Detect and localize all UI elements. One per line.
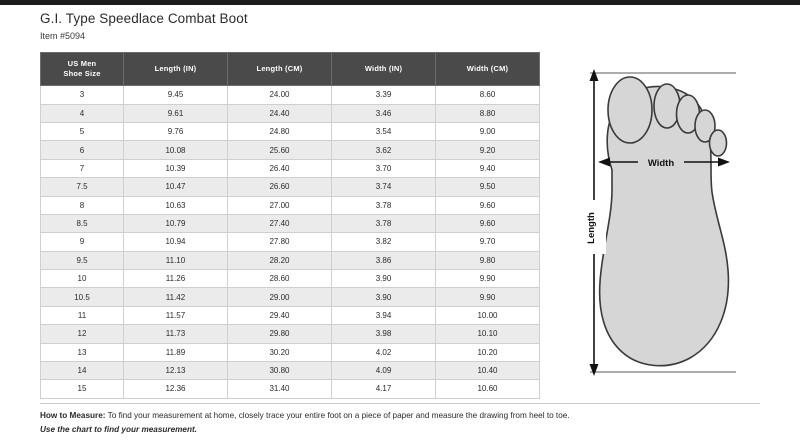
table-row [41,380,540,398]
column-header-shoe-size-line2: Shoe Size [63,69,101,79]
cell-width-cm: 9.90 [436,270,540,288]
cell-length-in: 10.79 [124,214,228,232]
cell-shoe-size: 5 [41,123,124,141]
cell-width-in: 3.39 [332,86,436,104]
size-table-body [41,86,540,398]
column-header-length-in: Length (IN) [124,53,228,86]
cell-length-cm: 28.20 [228,251,332,269]
cell-length-cm: 24.00 [228,86,332,104]
size-table-container [40,52,540,399]
cell-length-cm: 24.40 [228,104,332,122]
top-accent-bar [0,0,800,5]
cell-length-cm: 29.00 [228,288,332,306]
document-header [40,11,248,41]
table-row [41,159,540,177]
cell-length-in: 10.94 [124,233,228,251]
cell-shoe-size: 3 [41,86,124,104]
cell-shoe-size: 8.5 [41,214,124,232]
how-to-measure-text: To find your measurement at home, closely trace your entire foot on a piece of paper and measure the drawing from heel to toe. [105,411,570,420]
footer-divider [40,403,760,404]
cell-length-in: 11.89 [124,343,228,361]
size-table-head [41,53,540,86]
cell-length-cm: 27.80 [228,233,332,251]
cell-length-cm: 30.80 [228,361,332,379]
cell-length-in: 9.61 [124,104,228,122]
cell-shoe-size: 15 [41,380,124,398]
cell-length-cm: 24.80 [228,123,332,141]
table-row [41,251,540,269]
cell-length-cm: 29.40 [228,306,332,324]
table-row [41,214,540,232]
table-row [41,86,540,104]
cell-shoe-size: 13 [41,343,124,361]
cell-shoe-size: 8 [41,196,124,214]
cell-shoe-size: 7 [41,159,124,177]
column-header-shoe-size [41,53,124,86]
table-row [41,104,540,122]
table-row [41,325,540,343]
length-dimension-arrow [582,69,606,376]
page-title: G.I. Type Speedlace Combat Boot [40,11,248,26]
width-label: Width [647,158,675,169]
cell-width-cm: 10.60 [436,380,540,398]
column-header-shoe-size-line1: US Men [67,59,97,68]
column-header-width-cm: Width (CM) [436,53,540,86]
table-row [41,233,540,251]
cell-length-in: 9.45 [124,86,228,104]
table-row [41,178,540,196]
cell-width-in: 3.78 [332,214,436,232]
cell-width-cm: 9.60 [436,214,540,232]
cell-width-in: 4.17 [332,380,436,398]
table-row [41,306,540,324]
how-to-measure-lead: How to Measure: [40,411,106,420]
cell-shoe-size: 9 [41,233,124,251]
cell-length-cm: 25.60 [228,141,332,159]
cell-width-cm: 9.40 [436,159,540,177]
cell-length-cm: 29.80 [228,325,332,343]
cell-length-cm: 30.20 [228,343,332,361]
cell-shoe-size: 7.5 [41,178,124,196]
cell-length-in: 10.39 [124,159,228,177]
cell-width-in: 3.94 [332,306,436,324]
cell-length-in: 11.10 [124,251,228,269]
cell-width-in: 3.74 [332,178,436,196]
cell-width-cm: 9.80 [436,251,540,269]
cell-length-in: 11.57 [124,306,228,324]
cell-length-in: 10.47 [124,178,228,196]
cell-width-cm: 9.90 [436,288,540,306]
cell-length-in: 10.63 [124,196,228,214]
cell-width-cm: 8.60 [436,86,540,104]
table-row [41,361,540,379]
how-to-measure-note [40,410,760,436]
cell-width-cm: 8.80 [436,104,540,122]
cell-length-cm: 31.40 [228,380,332,398]
cell-length-cm: 27.00 [228,196,332,214]
cell-length-in: 9.76 [124,123,228,141]
cell-width-in: 4.09 [332,361,436,379]
cell-length-cm: 28.60 [228,270,332,288]
cell-width-cm: 10.00 [436,306,540,324]
cell-shoe-size: 6 [41,141,124,159]
cell-width-cm: 10.10 [436,325,540,343]
cell-length-in: 10.08 [124,141,228,159]
cell-length-cm: 26.60 [228,178,332,196]
table-row [41,270,540,288]
cell-width-in: 3.82 [332,233,436,251]
table-row [41,288,540,306]
table-row [41,123,540,141]
cell-length-cm: 26.40 [228,159,332,177]
cell-width-in: 3.90 [332,288,436,306]
cell-length-cm: 27.40 [228,214,332,232]
table-row [41,343,540,361]
cell-length-in: 11.42 [124,288,228,306]
cell-length-in: 11.73 [124,325,228,343]
cell-width-cm: 9.70 [436,233,540,251]
cell-width-in: 3.46 [332,104,436,122]
cell-width-cm: 9.60 [436,196,540,214]
table-row [41,196,540,214]
table-header-row [41,53,540,86]
length-label: Length [586,212,597,244]
cell-shoe-size: 9.5 [41,251,124,269]
cell-width-in: 3.90 [332,270,436,288]
cell-width-in: 4.02 [332,343,436,361]
cell-shoe-size: 12 [41,325,124,343]
cell-shoe-size: 4 [41,104,124,122]
cell-shoe-size: 14 [41,361,124,379]
cell-width-cm: 9.20 [436,141,540,159]
table-row [41,141,540,159]
cell-length-in: 12.36 [124,380,228,398]
cell-length-in: 11.26 [124,270,228,288]
cell-width-cm: 10.40 [436,361,540,379]
cell-shoe-size: 10.5 [41,288,124,306]
cell-width-in: 3.54 [332,123,436,141]
column-header-length-cm: Length (CM) [228,53,332,86]
cell-width-cm: 9.50 [436,178,540,196]
cell-width-in: 3.78 [332,196,436,214]
foot-outline-icon [600,77,729,366]
cell-shoe-size: 11 [41,306,124,324]
item-number: Item #5094 [40,31,86,41]
cell-width-cm: 9.00 [436,123,540,141]
foot-measurement-diagram [560,50,770,395]
cell-width-in: 3.70 [332,159,436,177]
cell-width-in: 3.86 [332,251,436,269]
column-header-width-in: Width (IN) [332,53,436,86]
how-to-measure-subnote: Use the chart to find your measurement. [40,424,197,434]
cell-width-in: 3.98 [332,325,436,343]
cell-width-cm: 10.20 [436,343,540,361]
cell-length-in: 12.13 [124,361,228,379]
cell-width-in: 3.62 [332,141,436,159]
cell-shoe-size: 10 [41,270,124,288]
size-table [40,52,540,399]
